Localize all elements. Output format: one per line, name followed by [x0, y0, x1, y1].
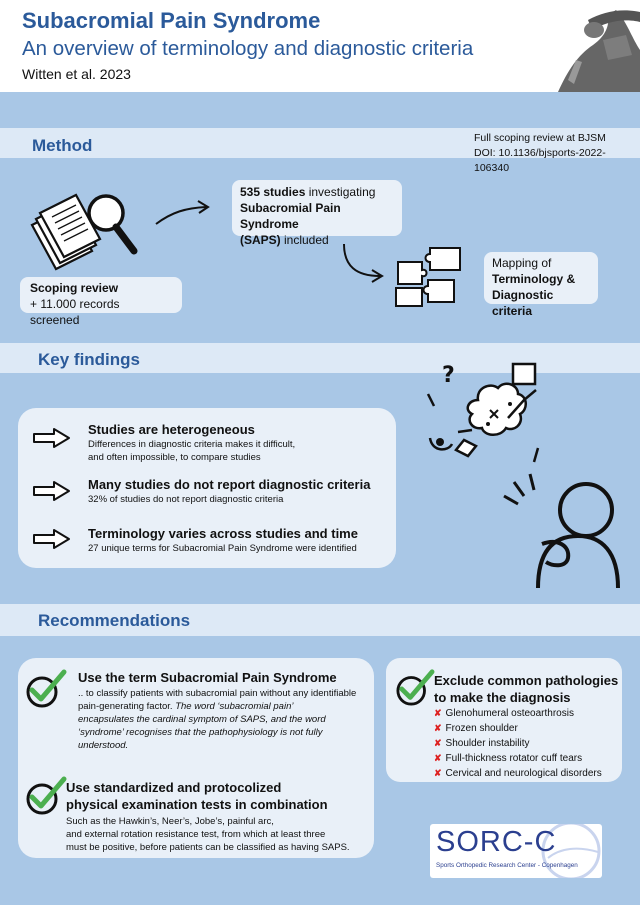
mapping-text: Mapping of	[492, 256, 552, 270]
mapping-terminology: Terminology &	[492, 272, 576, 286]
studies-box	[232, 180, 402, 247]
exclude-title	[434, 672, 618, 706]
puzzle-icon	[392, 240, 466, 308]
svg-text:?: ?	[442, 363, 455, 388]
finding-3-desc1: 27 unique terms for Subacromial Pain Syndrome were identified	[88, 543, 357, 554]
cross-icon: ✘	[434, 723, 442, 733]
header	[0, 0, 640, 92]
rec2-title-line1: Use standardized and protocolized	[66, 780, 282, 795]
author-line: Witten et al. 2023	[22, 66, 131, 82]
scoping-title: Scoping review	[30, 281, 119, 295]
sorc-logo	[430, 824, 602, 878]
reference-line2: DOI: 10.1136/bjsports-2022-106340	[474, 147, 606, 174]
recommendations-heading: Recommendations	[38, 611, 191, 630]
cross-icon: ✘	[434, 768, 442, 778]
exclude-title-line2: to make the diagnosis	[434, 690, 571, 705]
studies-saps: Subacromial Pain Syndrome	[240, 201, 341, 231]
list-item: ✘ Shoulder instability	[434, 738, 530, 749]
logo-name: SORC-C	[436, 826, 557, 858]
logo-tagline: Sports Orthopedic Research Center - Copenhagen	[436, 862, 578, 869]
confused-thought-icon	[418, 360, 558, 465]
list-item: ✘ Glenohumeral osteoarthrosis	[434, 708, 574, 719]
method-heading: Method	[32, 136, 93, 155]
checkmark-icon	[394, 668, 436, 706]
cross-icon: ✘	[434, 753, 442, 763]
page-title: Subacromial Pain Syndrome	[22, 8, 321, 33]
scoping-box	[20, 277, 182, 327]
studies-count: 535 studies	[240, 185, 306, 199]
rec1-title: Use the term Subacromial Pain Syndrome	[78, 670, 337, 685]
finding-1-desc2: and often impossible, to compare studies	[88, 452, 261, 463]
mapping-box	[484, 252, 598, 318]
rec1-line4: ‘syndrome’ recognises that the pathophysiology is not fully	[78, 727, 323, 738]
exclude-title-line1: Exclude common pathologies	[434, 673, 619, 688]
studies-text1: investigating	[305, 185, 376, 199]
finding-3-title: Terminology varies across studies and time	[88, 526, 358, 541]
rec2-body	[66, 815, 350, 854]
rec1-line1: .. to classify patients with subacromial pain without any identifiable	[78, 688, 357, 699]
rec2-title-line2: physical examination tests in combination	[66, 797, 328, 812]
rec1-line5: understood.	[78, 740, 129, 751]
cross-icon: ✘	[434, 708, 442, 718]
curved-arrow-icon	[340, 240, 388, 286]
reference-line1: Full scoping review at BJSM	[474, 132, 606, 144]
person-shoulder-pain-icon	[498, 470, 626, 588]
finding-1-desc1: Differences in diagnostic criteria makes it difficult,	[88, 439, 296, 450]
rec1-line3: encapsulates the cardinal symptom of SAPS, and the word	[78, 714, 326, 725]
key-findings-heading: Key findings	[38, 350, 141, 369]
checkmark-icon	[24, 668, 68, 708]
arrow-right-icon	[32, 528, 72, 550]
finding-1-title: Studies are heterogeneous	[88, 422, 255, 437]
rec1-line2a: pain-generating factor.	[78, 701, 176, 712]
rec2-line3: must be positive, before patients can be classified as having SAPS.	[66, 842, 350, 853]
finding-2-desc1: 32% of studies do not report diagnostic criteria	[88, 494, 284, 505]
exclude-list	[434, 706, 602, 781]
arrow-right-icon	[32, 480, 72, 502]
arrow-right-icon	[32, 427, 72, 449]
mapping-criteria: Diagnostic criteria	[492, 288, 554, 318]
studies-saps-abbr: (SAPS)	[240, 233, 281, 247]
shoulder-skeleton-icon	[548, 0, 640, 92]
studies-text2: included	[280, 233, 329, 247]
list-item: ✘ Full-thickness rotator cuff tears	[434, 753, 583, 764]
reference-text	[474, 131, 640, 176]
rec2-line2: and external rotation resistance test, from which at least three	[66, 829, 326, 840]
rec1-body	[78, 687, 356, 752]
page-subtitle: An overview of terminology and diagnostic criteria	[22, 37, 474, 60]
scoping-text: + 11.000 records screened	[30, 297, 120, 327]
list-item: ✘ Cervical and neurological disorders	[434, 768, 602, 779]
rec2-title	[66, 779, 328, 813]
checkmark-icon	[24, 775, 68, 815]
rec1-line2b: The word ‘subacromial pain’	[175, 701, 294, 712]
finding-2-title: Many studies do not report diagnostic criteria	[88, 477, 371, 492]
list-item: ✘ Frozen shoulder	[434, 723, 518, 734]
rec2-line1: Such as the Hawkin’s, Neer’s, Jobe’s, painful arc,	[66, 816, 274, 827]
cross-icon: ✘	[434, 738, 442, 748]
documents-magnifier-icon	[26, 185, 144, 273]
curved-arrow-icon	[152, 198, 212, 228]
